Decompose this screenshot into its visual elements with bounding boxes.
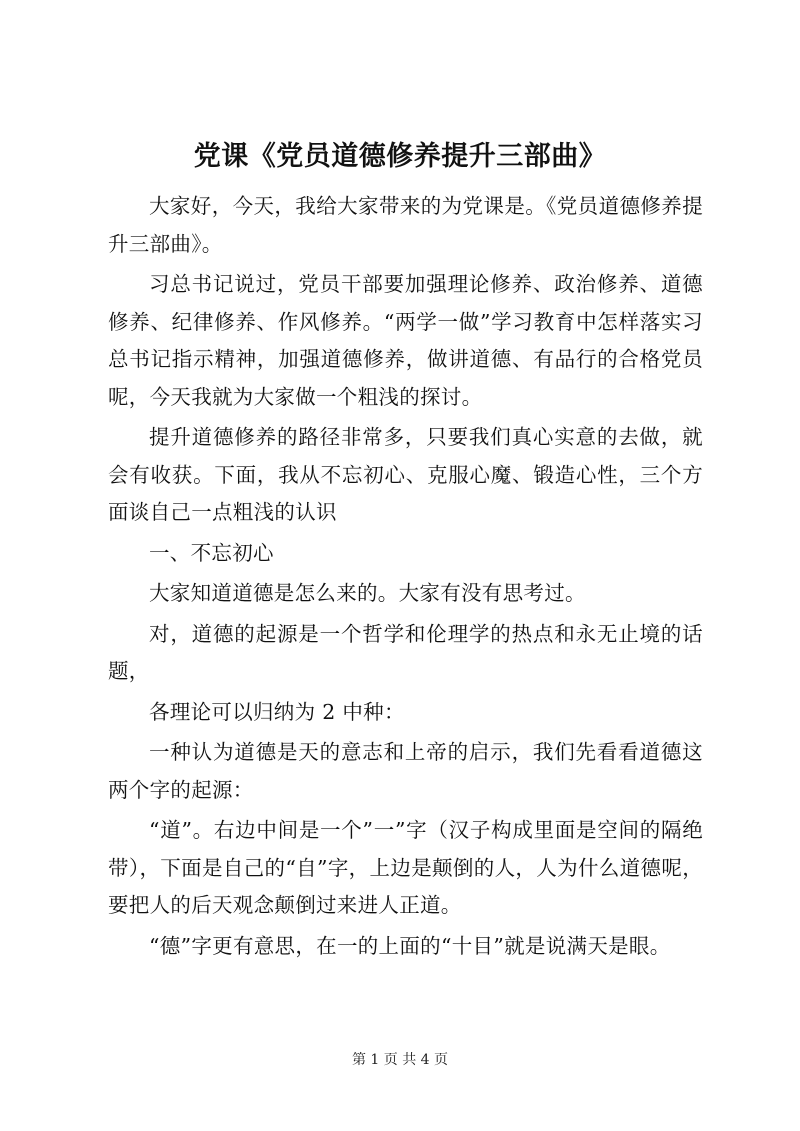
paragraph-origin: 对，道德的起源是一个哲学和伦理学的热点和永无止境的话题， <box>108 621 703 683</box>
paragraph-paths: 提升道德修养的路径非常多，只要我们真心实意的去做，就会有收获。下面，我从不忘初心、克服心魔、锻造心性，三个方面谈自己一点粗浅的认识 <box>108 425 703 524</box>
section-heading-1: 一、不忘初心 <box>149 540 274 565</box>
paragraph-theories: 各理论可以归纳为 2 中种： <box>149 699 405 724</box>
paragraph-xi-quote: 习总书记说过，党员干部要加强理论修养、政治修养、道德修养、纪律修养、作风修养。“两学一做”学习教育中怎样落实习总书记指示精神，加强道德修养，做讲道德、有品行的合格党员呢，今天我就为大家做一个粗浅的探讨。 <box>108 272 703 409</box>
paragraph-dao: “道”。右边中间是一个”一”字（汉子构成里面是空间的隔绝带），下面是自己的“自”字，上边是颠倒的人，人为什么道德呢，要把人的后天观念颠倒过来进人正道。 <box>108 818 703 917</box>
paragraph-greeting: 大家好，今天，我给大家带来的为党课是。《党员道德修养提升三部曲》。 <box>108 194 703 256</box>
paragraph-theory-one: 一种认为道德是天的意志和上帝的启示，我们先看看道德这两个字的起源： <box>108 740 703 802</box>
document-body <box>108 188 703 968</box>
paragraph-question: 大家知道道德是怎么来的。大家有没有思考过。 <box>149 581 586 605</box>
paragraph-de: “德”字更有意思，在一的上面的“十目”就是说满天是眼。 <box>149 933 671 958</box>
page-number-footer: 第 1 页 共 4 页 <box>351 1052 449 1068</box>
document-title: 党课《党员道德修养提升三部曲》 <box>193 141 607 172</box>
